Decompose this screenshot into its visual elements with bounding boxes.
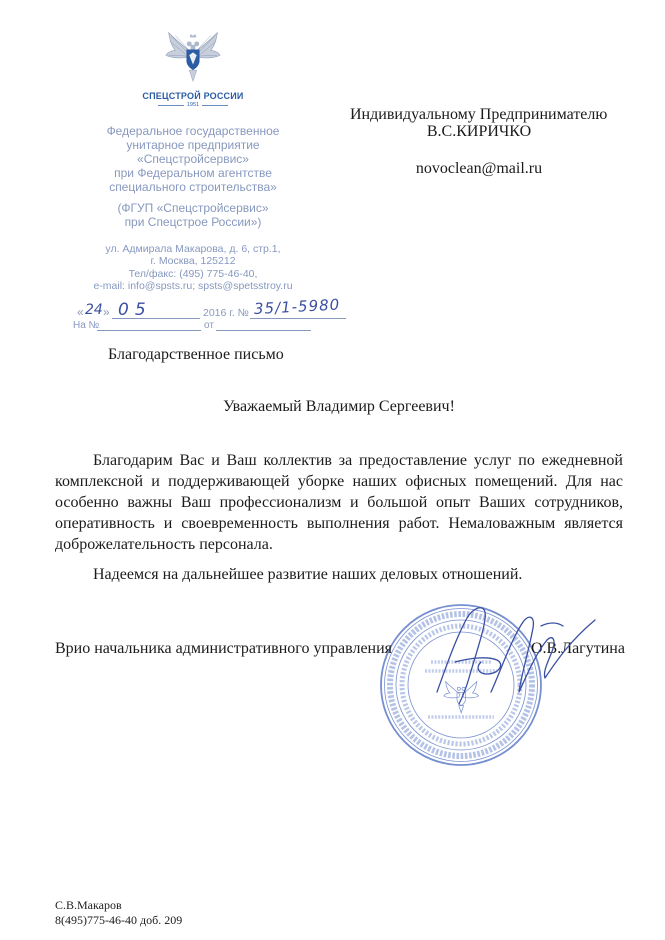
reply-number-underline: [97, 330, 201, 331]
paragraph-line: особенно важны Ваш профессионализм и большой опыт Ваших сотрудников,: [55, 494, 623, 511]
executor-phone: 8(495)775-46-40 доб. 209: [55, 913, 183, 927]
org-line: при Федеральном агентстве: [114, 166, 272, 180]
addressee-email: novoclean@mail.ru: [415, 160, 543, 177]
date-day-handwritten: 24: [85, 302, 103, 318]
executor-name: С.В.Макаров: [55, 898, 122, 912]
year-rule-right: [202, 105, 228, 106]
reply-date-label: от: [204, 320, 214, 331]
date-quote-open: «: [77, 305, 84, 319]
date-quote-close: »: [103, 305, 110, 319]
organization-short-name: [73, 201, 313, 229]
salutation: Уважаемый Владимир Сергеевич!: [223, 398, 455, 415]
letter-paragraph: [55, 450, 623, 555]
org-line: Федеральное государственное: [106, 124, 280, 138]
address-line: ул. Адмирала Макарова, д. 6, стр.1,: [105, 243, 281, 255]
addressee-title: Индивидуальному Предпринимателю: [350, 106, 608, 123]
addressee-name: В.С.КИРИЧКО: [426, 123, 532, 140]
handwritten-signature-icon: [425, 600, 600, 710]
address-line: г. Москва, 125212: [150, 255, 236, 268]
reg-number-underline: [250, 318, 346, 319]
organization-address: [63, 243, 323, 293]
date-month-handwritten: 05: [118, 300, 152, 320]
address-line: e-mail: info@spsts.ru; spsts@spetsstroy.ru: [93, 280, 293, 293]
reply-to-label: На №: [73, 320, 100, 331]
address-line: Тел/факс: (495) 775-46-40,: [128, 267, 258, 280]
signatory-position: Врио начальника административного управления: [55, 640, 393, 657]
reply-date-underline: [216, 330, 311, 331]
reg-number-handwritten: 35/1-5980: [253, 295, 341, 318]
paragraph-line: оперативность и своевременность выполнения работ. Немаловажным является: [55, 515, 623, 532]
brand-name: СПЕЦСТРОЙ РОССИИ: [142, 91, 244, 101]
closing-sentence: Надеемся на дальнейшее развитие наших деловых отношений.: [93, 566, 523, 583]
org-line: «Спецстройсервис»: [137, 152, 249, 166]
paragraph-line: доброжелательность персонала.: [55, 536, 273, 553]
org-line: унитарное предприятие: [126, 138, 260, 152]
paragraph-line: Благодарим Вас и Ваш коллектив за предоставление услуг по ежедневной: [93, 452, 623, 469]
founding-year: [158, 101, 228, 110]
year-label: 1951: [186, 102, 200, 108]
organization-name: [73, 124, 313, 194]
eagle-emblem-icon: [163, 27, 223, 87]
org-line: специального строительства»: [109, 180, 277, 194]
short-name-line: при Спецстрое России»): [124, 215, 262, 229]
date-year-label: 2016 г. №: [203, 307, 249, 319]
paragraph-line: комплексной и поддерживающей уборке наших офисных помещений. Для нас: [55, 473, 623, 490]
signatory-name: О.В.Лагутина: [531, 640, 625, 657]
short-name-line: (ФГУП «Спецстройсервис»: [117, 201, 269, 215]
year-rule-left: [158, 105, 184, 106]
letter-heading: Благодарственное письмо: [108, 346, 284, 363]
